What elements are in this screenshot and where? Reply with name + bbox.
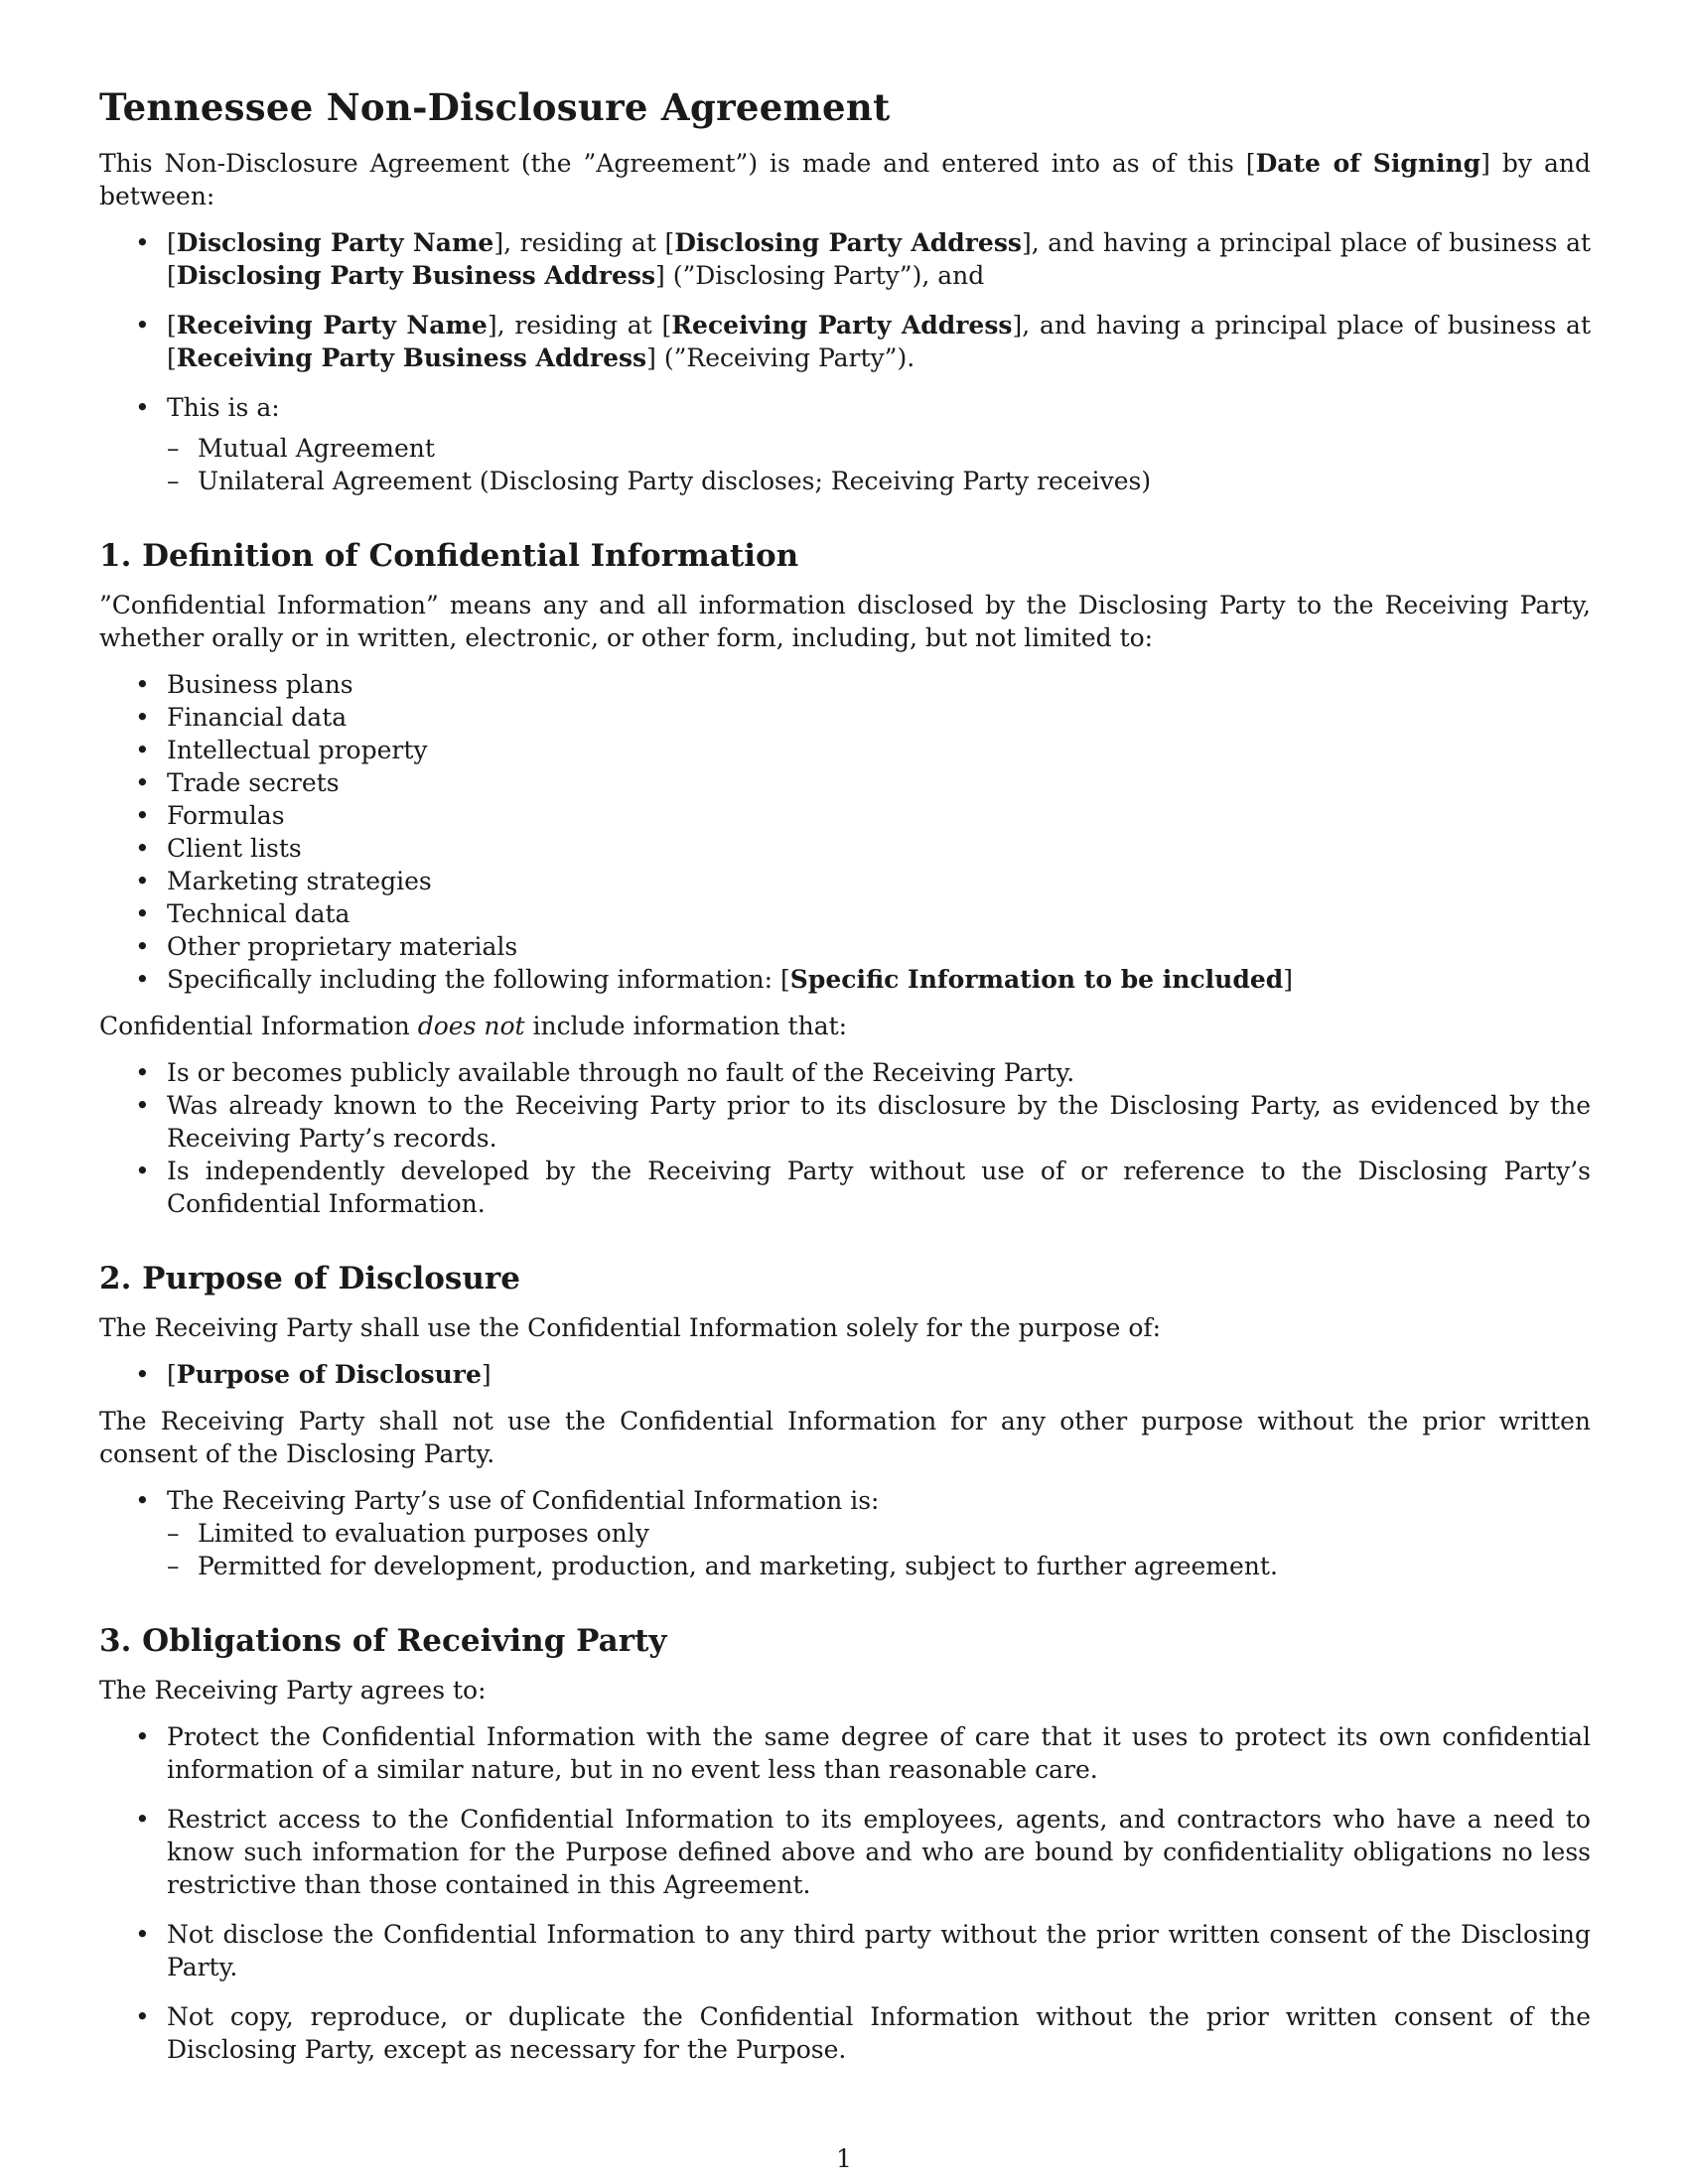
purpose-restriction: The Receiving Party shall not use the Confidential Information for any other purpose without the prior written consent of the Disclosing Party. bbox=[99, 1407, 1591, 1468]
disclosing-party-address-field: Disclosing Party Address bbox=[674, 228, 1022, 257]
specific-information-field: Specific Information to be included bbox=[789, 965, 1284, 994]
list-item: • Is or becomes publicly available through no fault of the Receiving Party. bbox=[99, 1056, 1591, 1089]
list-item: • Formulas bbox=[99, 799, 1591, 832]
use-option-evaluation: – Limited to evaluation purposes only bbox=[167, 1517, 1591, 1550]
specific-info-item: • Specifically including the following information: [Specific Information to be included] bbox=[99, 963, 1591, 996]
receiving-party-business-address-field: Receiving Party Business Address bbox=[176, 343, 647, 372]
list-item: • Business plans bbox=[99, 668, 1591, 701]
section-1-intro: ”Confidential Information” means any and all information disclosed by the Disclosing Party to the Receiving Party, whether orally or in written, electronic, or other form, including, but not limited to: bbox=[99, 591, 1591, 652]
disclosing-party-item: • [Disclosing Party Name], residing at [Disclosing Party Address], and having a principal place of business at [Disclosing Party Business Address] (”Disclosing Party”), and bbox=[99, 226, 1591, 292]
list-item: • Technical data bbox=[99, 897, 1591, 930]
use-list bbox=[99, 1484, 1591, 1582]
list-item: • Trade secrets bbox=[99, 766, 1591, 799]
disclosing-party-business-address-field: Disclosing Party Business Address bbox=[176, 261, 656, 290]
receiving-party-address-field: Receiving Party Address bbox=[671, 311, 1013, 340]
use-option-development: – Permitted for development, production, and marketing, subject to further agreement. bbox=[167, 1550, 1591, 1582]
date-of-signing-field: Date of Signing bbox=[1255, 149, 1481, 178]
agreement-option-mutual: – Mutual Agreement bbox=[167, 432, 1591, 465]
parties-list bbox=[99, 226, 1591, 497]
document-page bbox=[99, 85, 1591, 2080]
use-item: • The Receiving Party’s use of Confidential Information is: – Limited to evaluation purposes only – Permitted for development, production, and marketing, subject to further agreement. bbox=[99, 1484, 1591, 1582]
list-item: • Protect the Confidential Information with the same degree of care that it uses to protect its own confidential information of a similar nature, but in no event less than reasonable care. bbox=[99, 1720, 1591, 1786]
list-item: • Financial data bbox=[99, 701, 1591, 734]
purpose-item: • [Purpose of Disclosure] bbox=[99, 1358, 1591, 1391]
intro-paragraph: This Non-Disclosure Agreement (the ”Agreement”) is made and entered into as of this [Date of Signing] by and between: bbox=[99, 149, 1591, 210]
obligations-list bbox=[99, 1720, 1591, 2066]
receiving-party-item: • [Receiving Party Name], residing at [Receiving Party Address], and having a principal place of business at [Receiving Party Business Address] (”Receiving Party”). bbox=[99, 309, 1591, 374]
section-1-heading: 1. Definition of Confidential Information bbox=[99, 538, 799, 574]
list-item: • Not disclose the Confidential Information to any third party without the prior written consent of the Disclosing Party. bbox=[99, 1918, 1591, 1983]
exclusions-intro: Confidential Information does not include information that: bbox=[99, 1012, 848, 1040]
list-item: • Restrict access to the Confidential Information to its employees, agents, and contractors who have a need to know such information for the Purpose defined above and who are bound by confidentiality obligations no less restrictive than those contained in this Agreement. bbox=[99, 1803, 1591, 1901]
section-2-heading: 2. Purpose of Disclosure bbox=[99, 1261, 520, 1297]
page-number: 1 bbox=[836, 2144, 852, 2173]
purpose-of-disclosure-field: Purpose of Disclosure bbox=[176, 1360, 482, 1389]
purpose-list bbox=[99, 1358, 1591, 1391]
use-options bbox=[167, 1517, 1591, 1582]
section-3-intro: The Receiving Party agrees to: bbox=[99, 1676, 487, 1705]
list-item: • Is independently developed by the Receiving Party without use of or reference to the Disclosing Party’s Confidential Information. bbox=[99, 1155, 1591, 1220]
section-2-intro: The Receiving Party shall use the Confidential Information solely for the purpose of: bbox=[99, 1313, 1162, 1342]
list-item: • Intellectual property bbox=[99, 734, 1591, 766]
list-item: • Other proprietary materials bbox=[99, 930, 1591, 963]
confidential-info-list bbox=[99, 668, 1591, 996]
section-3-heading: 3. Obligations of Receiving Party bbox=[99, 1623, 667, 1659]
list-item: • Was already known to the Receiving Party prior to its disclosure by the Disclosing Party, as evidenced by the Receiving Party’s records. bbox=[99, 1089, 1591, 1155]
document-title: Tennessee Non-Disclosure Agreement bbox=[99, 85, 891, 129]
agreement-type-options bbox=[167, 432, 1591, 497]
list-item: • Not copy, reproduce, or duplicate the Confidential Information without the prior written consent of the Disclosing Party, except as necessary for the Purpose. bbox=[99, 2000, 1591, 2066]
receiving-party-name-field: Receiving Party Name bbox=[176, 311, 488, 340]
exclusions-list bbox=[99, 1056, 1591, 1220]
agreement-type-item: • This is a: – Mutual Agreement – Unilateral Agreement (Disclosing Party discloses; Receiving Party receives) bbox=[99, 391, 1591, 497]
list-item: • Marketing strategies bbox=[99, 865, 1591, 897]
disclosing-party-name-field: Disclosing Party Name bbox=[176, 228, 494, 257]
list-item: • Client lists bbox=[99, 832, 1591, 865]
agreement-option-unilateral: – Unilateral Agreement (Disclosing Party discloses; Receiving Party receives) bbox=[167, 465, 1591, 497]
